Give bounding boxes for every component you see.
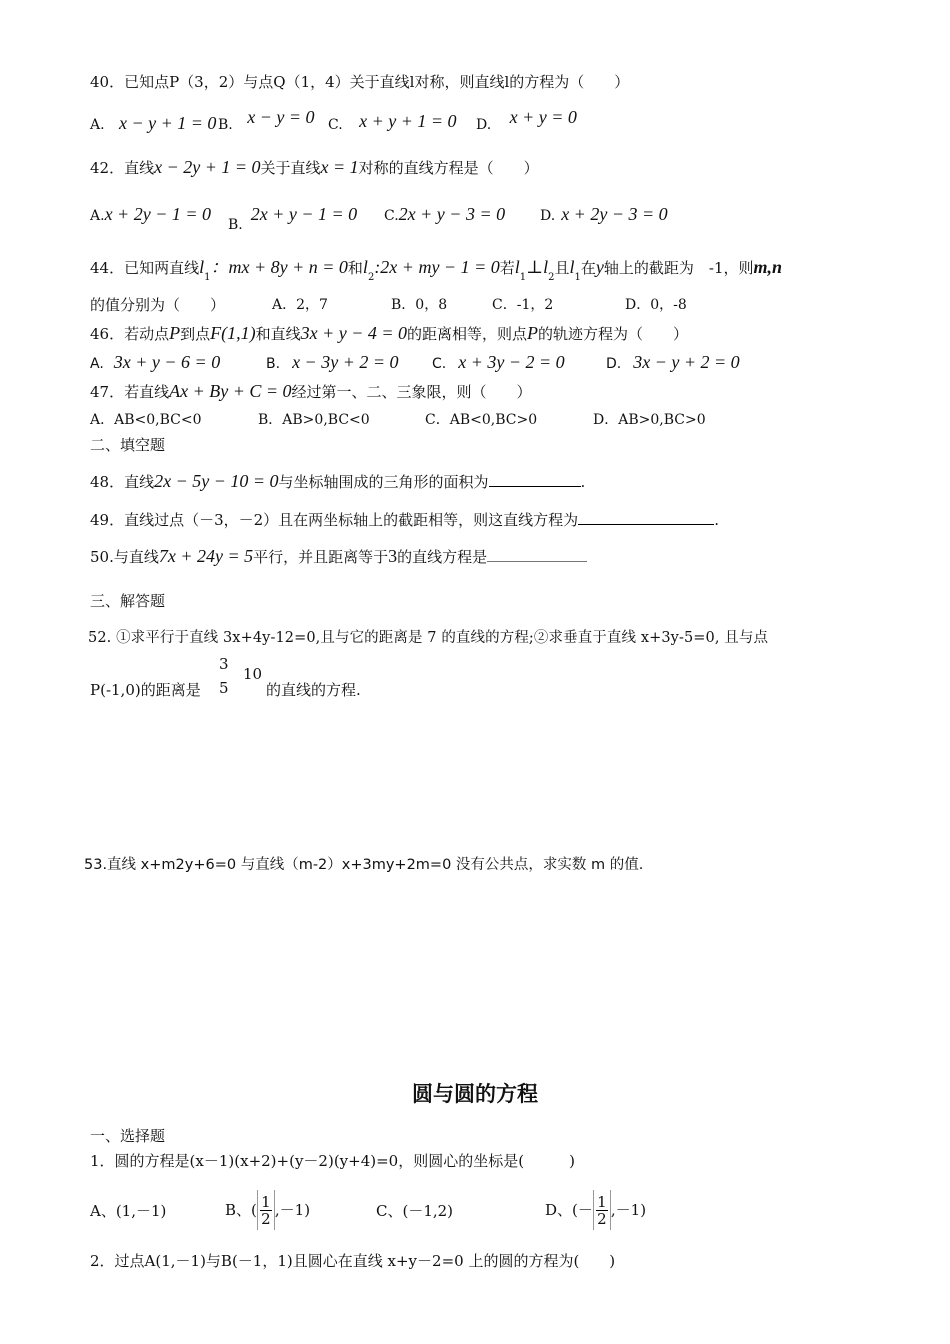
- q46-line-expr: 3x + y − 4 = 0: [300, 323, 408, 343]
- q47-option-b: B．AB>0,BC<0: [258, 412, 370, 428]
- circle-q1-d-bracket: [593, 1190, 594, 1230]
- q42-option-c: [384, 204, 505, 226]
- q44-cond-l1: l: [514, 257, 520, 277]
- q44-cond-l1-sub: 1: [519, 272, 527, 283]
- q42-expr2: x = 1: [320, 157, 359, 177]
- q52-line2-pre: P(-1,0)的距离是: [90, 681, 201, 699]
- q46-option-d: [606, 352, 740, 374]
- q47-option-d: D．AB>0,BC>0: [593, 412, 706, 428]
- q48: [90, 471, 585, 492]
- q49: [90, 510, 719, 530]
- q44-perp: ⊥: [526, 257, 544, 277]
- q46-option-a: [90, 352, 220, 374]
- q42-stem: [90, 157, 539, 178]
- q46-b-label: B.: [266, 356, 281, 372]
- circle-q1-option-c: C、(－1,2): [376, 1202, 454, 1220]
- circle-q1-stem: 1．圆的方程是(x－1)(x+2)+(y－2)(y+4)=0，则圆心的坐标是( ): [90, 1152, 575, 1170]
- q44-l2-sub: 2: [367, 272, 375, 283]
- q46-d-expr: 3x − y + 2 = 0: [633, 352, 740, 372]
- q44-l1-expr: ：mx + 8y + n = 0: [210, 257, 348, 277]
- q46-b-expr: x − 3y + 2 = 0: [292, 352, 399, 372]
- q44-l2: l: [362, 257, 368, 277]
- q46-post2: 的轨迹方程为（ ）: [538, 325, 689, 343]
- q49-answer-blank[interactable]: [578, 510, 714, 525]
- circle-q1-option-b: [225, 1186, 310, 1234]
- section-solution: 三、解答题: [90, 592, 166, 610]
- q40-option-b: [218, 107, 315, 135]
- circle-q1-d-frac: [596, 1194, 608, 1227]
- q50-answer-blank[interactable]: [487, 547, 587, 562]
- q44-option-d: D．0，-8: [625, 297, 687, 313]
- q44-l2-expr: :2x + my − 1 = 0: [374, 257, 500, 277]
- q48-expr: 2x − 5y − 10 = 0: [154, 471, 279, 491]
- q46-post: 的距离相等，则点: [407, 325, 528, 343]
- q49-end: .: [714, 511, 719, 529]
- q42-option-a: [90, 204, 211, 226]
- circle-section-title: 圆与圆的方程: [412, 1082, 538, 1106]
- q52-frac-extra: 10: [243, 665, 263, 683]
- q46-option-b: [266, 352, 398, 374]
- section-fill-blank: 二、填空题: [90, 436, 166, 454]
- q44-l1: l: [199, 257, 205, 277]
- q40-c-expr: x + y + 1 = 0: [359, 111, 457, 131]
- circle-q1-option-d: [545, 1186, 646, 1234]
- q42-c-expr: 2x + y − 3 = 0: [398, 204, 506, 224]
- q46-a-expr: 3x + y − 6 = 0: [113, 352, 221, 372]
- q46-d-label: D.: [606, 356, 622, 372]
- q44-option-b: B．0，8: [391, 297, 448, 313]
- q44-cond-post: 在: [580, 259, 596, 277]
- q46-p2: P: [527, 323, 539, 343]
- q40-a-expr: x − y + 1 = 0: [119, 113, 217, 133]
- q44-cond-l2-sub: 2: [548, 272, 555, 283]
- q44-l1-sub: 1: [204, 272, 211, 283]
- q40-d-label: D.: [476, 117, 492, 133]
- circle-q1-b-bracket: [257, 1190, 258, 1230]
- q53: 53.直线 x+m2y+6=0 与直线（m-2）x+3my+2m=0 没有公共点，求实数 m 的值.: [84, 857, 644, 873]
- circle-q1-d-den: 2: [597, 1209, 607, 1228]
- q46-a-label: A.: [90, 356, 104, 372]
- q44-cond-l1b-sub: 1: [574, 272, 581, 283]
- q49-text: 49．直线过点（－3，－2）且在两坐标轴上的截距相等，则这直线方程为: [90, 511, 579, 529]
- q42-a-expr: x + 2y − 1 = 0: [104, 204, 211, 224]
- q42-stem-post: 对称的直线方程是（ ）: [358, 159, 539, 177]
- q47-expr: Ax + By + C = 0: [169, 381, 292, 401]
- q44-cond-l2: l: [543, 257, 549, 277]
- q46-stem-pre: 46．若动点: [90, 325, 170, 343]
- q44-stem: [90, 257, 782, 281]
- q47-stem: [90, 381, 532, 402]
- circle-q1-b-num: 1: [261, 1192, 271, 1211]
- circle-q1-d-num: 1: [597, 1192, 607, 1211]
- q48-pre: 48．直线: [90, 473, 155, 491]
- q46-c-expr: x + 3y − 2 = 0: [458, 352, 565, 372]
- q47-option-a: A．AB<0,BC<0: [90, 412, 202, 428]
- q44-and: 和: [347, 259, 363, 277]
- circle-section-choice: 一、选择题: [90, 1127, 166, 1145]
- q50-mid: 平行，并且距离等于: [253, 548, 389, 566]
- q40-c-label: C.: [328, 117, 343, 133]
- q44-option-a: A．2，7: [272, 297, 328, 313]
- q44-mn: m,n: [753, 257, 783, 277]
- q50-num: 3: [388, 546, 398, 566]
- q40-b-expr: x − y = 0: [247, 107, 315, 127]
- q48-post: 与坐标轴围成的三角形的面积为: [278, 473, 489, 491]
- q46-p: P: [169, 323, 181, 343]
- q40-option-c: [328, 113, 457, 135]
- q46-f: F(1,1): [210, 323, 256, 343]
- q42-stem-pre: 42．直线: [90, 159, 155, 177]
- q46-and-line: 和直线: [255, 325, 301, 343]
- q50-pre: 50.与直线: [90, 548, 159, 566]
- q48-answer-blank[interactable]: [489, 472, 581, 487]
- q42-expr1: x − 2y + 1 = 0: [154, 157, 261, 177]
- q50-post: 的直线方程是: [397, 548, 488, 566]
- q44-cond-l1b: l: [569, 257, 575, 277]
- q44-line2: 的值分别为（ ）: [90, 296, 226, 314]
- q52-frac-num: 3: [219, 655, 229, 673]
- q48-end: .: [580, 473, 586, 491]
- q44-y: y: [595, 257, 604, 277]
- circle-q1-b-frac: [260, 1194, 272, 1227]
- q42-d-expr: x + 2y − 3 = 0: [561, 204, 668, 224]
- q47-option-c: C．AB<0,BC>0: [425, 412, 538, 428]
- q42-c-label: C.: [384, 208, 399, 224]
- q42-a-label: A.: [90, 208, 105, 224]
- q44-cond-mid: 且: [554, 259, 570, 277]
- q52-line1: 52. ①求平行于直线 3x+4y-12=0,且与它的距离是 7 的直线的方程;②求垂直于直线 x+3y-5=0, 且与点: [88, 630, 769, 646]
- q42-option-b: [228, 204, 358, 233]
- q42-b-expr: 2x + y − 1 = 0: [250, 204, 358, 224]
- q40-d-expr: x + y = 0: [509, 107, 577, 127]
- circle-q1-b-pre: B、(: [225, 1201, 257, 1219]
- q42-option-d: [540, 204, 668, 226]
- q40-option-a: [90, 113, 216, 135]
- circle-q1-b-den: 2: [261, 1209, 271, 1228]
- q44-intercept: 轴上的截距为 -1，则: [603, 259, 754, 277]
- q46-option-c: [432, 352, 565, 374]
- q44-cond-pre: 若: [499, 259, 515, 277]
- circle-q1-d-pre: D、(－: [545, 1201, 593, 1219]
- q44-stem-pre: 44．已知两直线: [90, 259, 200, 277]
- circle-q1-option-a: A、(1,－1): [90, 1202, 167, 1220]
- q40-stem: 40．已知点P（3，2）与点Q（1，4）关于直线l对称，则直线l的方程为（ ）: [90, 73, 630, 91]
- q42-d-label: D.: [540, 208, 556, 224]
- q46-c-label: C.: [432, 356, 447, 372]
- q52-line2-post: 的直线的方程.: [266, 681, 361, 699]
- q46-to-pt: 到点: [180, 325, 211, 343]
- q52-frac-den: 5: [219, 679, 229, 697]
- q42-stem-mid: 关于直线: [260, 159, 321, 177]
- q40-b-label: B.: [218, 117, 233, 133]
- q50-expr: 7x + 24y = 5: [158, 546, 254, 566]
- q47-stem-pre: 47．若直线: [90, 383, 170, 401]
- q47-post: 经过第一、二、三象限，则（ ）: [291, 383, 532, 401]
- circle-q1-d-post: ,－1): [610, 1201, 647, 1219]
- q42-b-label: B.: [228, 217, 243, 233]
- q44-option-c: C．-1，2: [492, 297, 554, 313]
- q46-stem: [90, 323, 688, 344]
- q40-option-d: [476, 107, 577, 135]
- q52-line2: [90, 680, 201, 700]
- q50: [90, 546, 587, 567]
- q40-a-label: A.: [90, 117, 105, 133]
- circle-q2-stem: 2．过点A(1,－1)与B(－1，1)且圆心在直线 x+y－2=0 上的圆的方程为( ): [90, 1252, 616, 1270]
- circle-q1-b-post: ,－1): [274, 1201, 311, 1219]
